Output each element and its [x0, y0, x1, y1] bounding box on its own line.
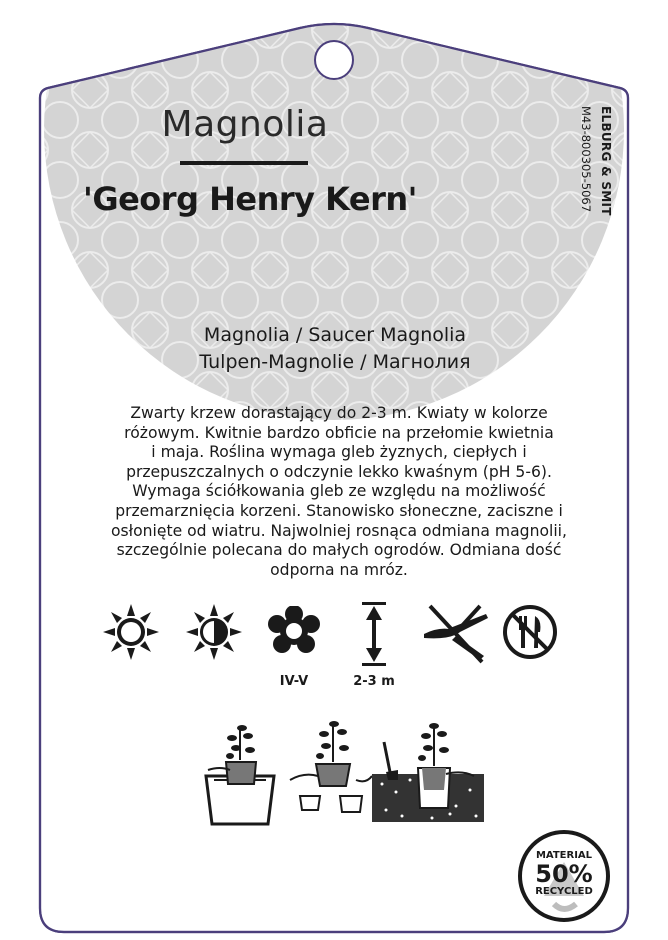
description-line: i maja. Roślina wymaga gleb żyznych, ciepłych i	[151, 443, 527, 462]
plant-description	[84, 404, 594, 580]
step-plant-icon	[372, 723, 484, 822]
recycle-line1: MATERIAL	[535, 850, 593, 861]
description-line: różowym. Kwitnie bardzo obficie na przełomie kwietnia	[124, 423, 554, 442]
product-code: M43-800305-5067	[579, 106, 593, 213]
recycled-material-badge	[514, 826, 614, 926]
not-edible-icon	[502, 604, 558, 660]
no-pruning-icon	[420, 604, 490, 664]
care-icons-row	[0, 600, 668, 700]
partial-shade-icon	[186, 604, 242, 660]
description-line: osłonięte od wiatru. Najwolniej rosnąca odmiana magnolii,	[111, 521, 567, 540]
step-remove-pot-icon	[290, 721, 372, 812]
description-line: Wymaga ściółkowania gleb ze względu na możliwość	[132, 482, 546, 501]
flower-icon	[266, 606, 322, 658]
description-line: Zwarty krzew dorastający do 2-3 m. Kwiaty w kolorze	[130, 404, 548, 422]
height-arrow-icon	[362, 602, 386, 666]
common-names-line: Magnolia / Saucer Magnolia	[203, 324, 467, 346]
recycle-line3: RECYCLED	[535, 886, 593, 897]
flowering-period-label: IV-V	[279, 674, 309, 689]
recycle-percent: 50%	[535, 860, 593, 888]
description-line: szczególnie polecana do małych ogrodów. Odmiana dość	[116, 541, 562, 560]
description-line: odporna na mróz.	[270, 560, 408, 579]
common-names	[100, 322, 570, 376]
description-line: przemarznięcia korzeni. Stanowisko słoneczne, zaciszne i	[115, 501, 563, 520]
description-line: przepuszczalnych o odczynie lekko kwaśnym (pH 5-6).	[126, 462, 552, 481]
hang-hole	[315, 41, 353, 79]
plant-genus: Magnolia	[161, 104, 329, 145]
height-label: 2-3 m	[353, 674, 395, 689]
step-soak-icon	[206, 725, 274, 824]
brand-vertical	[570, 106, 616, 246]
brand-name: ELBURG & SMIT	[599, 106, 613, 216]
full-sun-icon	[103, 604, 159, 660]
common-names-line: Tulpen-Magnolie / Магнолия	[199, 351, 471, 373]
title-divider	[180, 161, 308, 165]
planting-instructions	[0, 710, 668, 830]
plant-cultivar: 'Georg Henry Kern'	[83, 180, 417, 218]
